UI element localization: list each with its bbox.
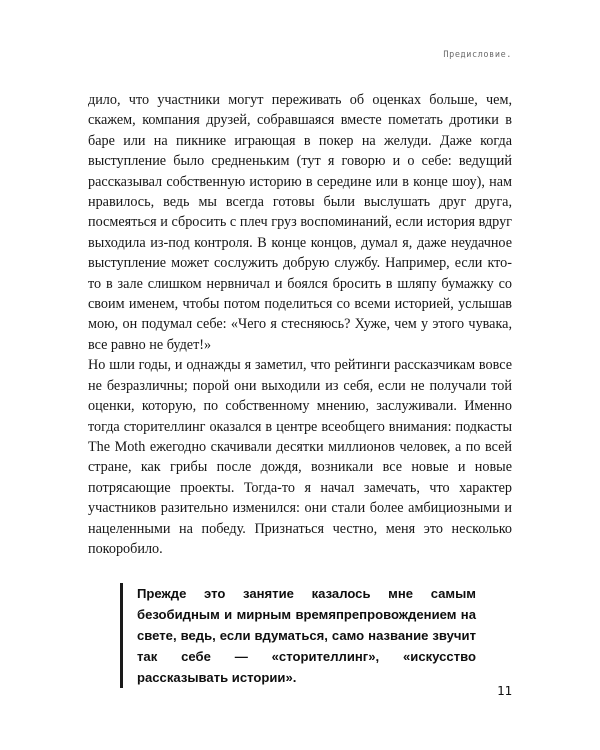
page-number: 11 (496, 683, 512, 698)
paragraph: Но шли годы, и однажды я заметил, что рейтинги рассказчикам вовсе не безразличны; порой они выходили из себя, если не получали той оценки, которую, по собственному мнению, заслуживали. Именно тогда сторителлинг оказался в центре всеобщего внимания: подкасты The Moth ежегодно скачивали десятки миллионов человек, а по всей стране, как грибы после дождя, возникали все новые и новые потрясающие проекты. Тогда-то я начал замечать, что характер участников разительно изменился: они стали более амбициозными и нацеленными на победу. Признаться честно, меня это несколько покоробило. (88, 357, 512, 557)
paragraph: дило, что участники могут переживать об оценках больше, чем, скажем, компания друзей, собравшаяся вместе пометать дротики в баре или на пикнике играющая в покер на желуди. Даже когда выступление было средненьким (тут я говорю и о себе: ведущий рассказывал собственную историю в середине или в конце шоу), нам нравилось, ведь мы всегда готовы были выслушать друг друга, посмеяться и сбросить с плеч груз воспоминаний, если история вдруг выходила из-под контроля. В конце концов, думал я, даже неудачное выступление может сослужить добрую службу. Например, если кто-то в зале слишком нервничал и боялся бросить в шляпу бумажку со своим именем, чтобы потом поделиться со всеми историей, услышав мою, он подумал себе: «Чего я стесняюсь? Хуже, чем у этого чувака, все равно не будет!» (88, 92, 512, 353)
pull-quote: Прежде это занятие казалось мне самым безобидным и мирным времяпрепровождением на свете, ведь, если вдуматься, само название звучит так себе — «сторителлинг», «искусство рассказывать истории». (120, 583, 476, 688)
running-head: Предисловие. (443, 50, 512, 60)
body-text-column (88, 90, 512, 688)
